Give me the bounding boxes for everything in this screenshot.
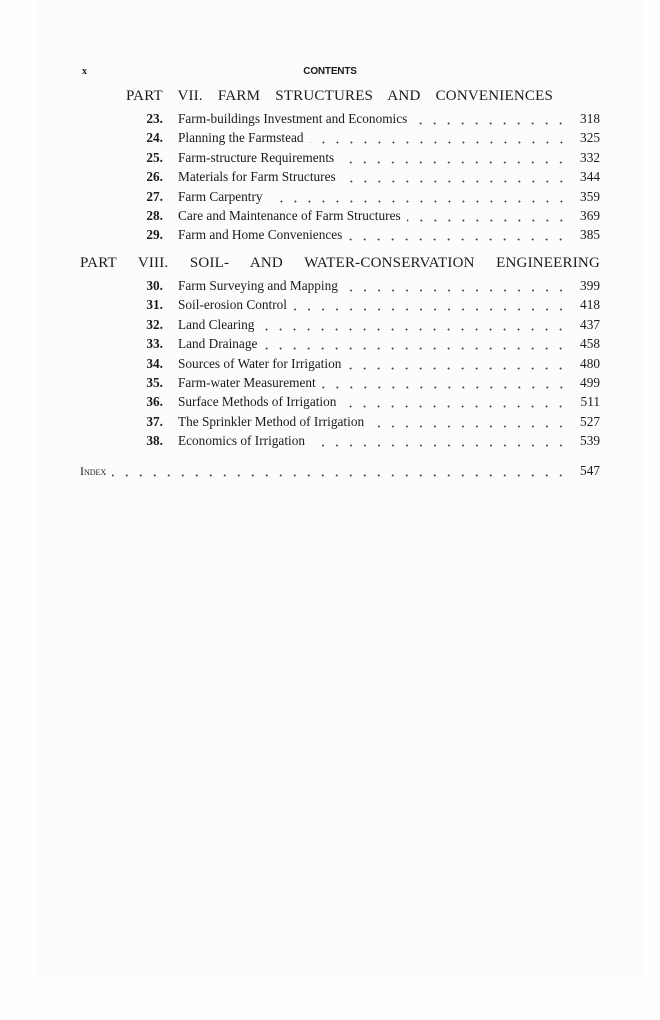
chapter-title: The Sprinkler Method of Irrigation <box>178 413 365 429</box>
dot-leader <box>322 386 568 389</box>
chapter-title: Farm Carpentry <box>178 188 263 204</box>
page-number: 325 <box>580 130 600 146</box>
index-label: Index <box>80 464 107 478</box>
page-number: 318 <box>580 111 600 126</box>
dot-leader <box>370 425 568 428</box>
chapter-number: 33. <box>146 336 163 352</box>
chapter-title: Farm-structure Requirements <box>178 149 335 165</box>
chapter-number: 37. <box>146 413 163 429</box>
toc-entry[interactable] <box>120 297 600 315</box>
part-heading: PART VII. FARM STRUCTURES AND CONVENIENCES <box>126 88 553 104</box>
dot-leader <box>413 122 568 125</box>
toc-entry[interactable] <box>120 189 600 207</box>
dot-leader <box>342 180 568 183</box>
dot-leader <box>112 474 568 477</box>
page-number: 437 <box>580 316 600 332</box>
chapter-number: 24. <box>146 130 163 146</box>
page-number: 369 <box>580 208 600 223</box>
page-number: 385 <box>580 227 600 243</box>
chapter-title: Sources of Water for Irrigation <box>178 355 342 371</box>
page-number: 511 <box>580 394 600 410</box>
page-number: 332 <box>580 149 600 165</box>
chapter-number: 35. <box>146 375 163 390</box>
toc-entry[interactable] <box>120 227 600 245</box>
toc-entry[interactable] <box>120 433 600 451</box>
chapter-number: 36. <box>146 394 163 410</box>
running-head: CONTENTS <box>303 66 357 77</box>
chapter-title: Land Drainage <box>178 336 258 352</box>
toc-entry[interactable] <box>120 375 600 393</box>
dot-leader <box>269 200 568 203</box>
page-number: 344 <box>580 169 600 185</box>
toc-index-entry[interactable] <box>80 463 600 481</box>
toc-entry[interactable] <box>120 111 600 129</box>
page-folio: x <box>82 66 87 77</box>
page-number: 480 <box>580 355 600 371</box>
dot-leader <box>311 444 568 447</box>
dot-leader <box>293 308 568 311</box>
chapter-title: Surface Methods of Irrigation <box>178 394 337 410</box>
page-number: 527 <box>580 413 600 429</box>
page-number: 359 <box>580 188 600 204</box>
chapter-number: 25. <box>146 149 163 165</box>
chapter-number: 26. <box>146 169 163 185</box>
chapter-number: 34. <box>146 355 163 371</box>
part-heading: PART VIII. SOIL- AND WATER-CONSERVATION ENGINEERING <box>80 255 600 271</box>
dot-leader <box>263 347 568 350</box>
chapter-title: Farm Surveying and Mapping <box>178 278 338 293</box>
dot-leader <box>347 367 568 370</box>
chapter-number: 31. <box>146 297 163 313</box>
dot-leader <box>342 405 568 408</box>
toc-entry[interactable] <box>120 169 600 187</box>
page-number: 399 <box>580 278 600 293</box>
chapter-title: Planning the Farmstead <box>178 130 304 146</box>
toc-entry[interactable] <box>120 394 600 412</box>
dot-leader <box>340 161 568 164</box>
page-number: 499 <box>580 375 600 390</box>
dot-leader <box>407 219 568 222</box>
chapter-number: 30. <box>146 278 163 293</box>
chapter-number: 23. <box>146 111 163 126</box>
chapter-number: 28. <box>146 208 163 223</box>
chapter-title: Land Clearing <box>178 316 255 332</box>
dot-leader <box>348 238 568 241</box>
toc-entry[interactable] <box>120 317 600 335</box>
chapter-title: Materials for Farm Structures <box>178 169 336 185</box>
chapter-number: 29. <box>146 227 163 243</box>
chapter-title: Farm-water Measurement <box>178 375 316 390</box>
chapter-title: Economics of Irrigation <box>178 433 306 449</box>
chapter-title: Farm and Home Conveniences <box>178 227 343 243</box>
page-number: 539 <box>580 433 600 449</box>
toc-entry[interactable] <box>120 356 600 374</box>
chapter-number: 32. <box>146 316 163 332</box>
chapter-title: Farm-buildings Investment and Economics <box>178 111 408 126</box>
toc-entry[interactable] <box>120 336 600 354</box>
toc-entry[interactable] <box>120 150 600 168</box>
toc-entry[interactable] <box>120 130 600 148</box>
page-number: 547 <box>580 463 600 478</box>
toc-entry[interactable] <box>120 208 600 226</box>
page-number: 418 <box>580 297 600 313</box>
chapter-number: 38. <box>146 433 163 449</box>
toc-entry[interactable] <box>120 278 600 296</box>
chapter-title: Care and Maintenance of Farm Structures <box>178 208 401 223</box>
dot-leader <box>260 328 568 331</box>
chapter-number: 27. <box>146 188 163 204</box>
dot-leader <box>344 289 568 292</box>
dot-leader <box>310 141 568 144</box>
toc-entry[interactable] <box>120 414 600 432</box>
chapter-title: Soil-erosion Control <box>178 297 287 313</box>
page-number: 458 <box>580 336 600 352</box>
